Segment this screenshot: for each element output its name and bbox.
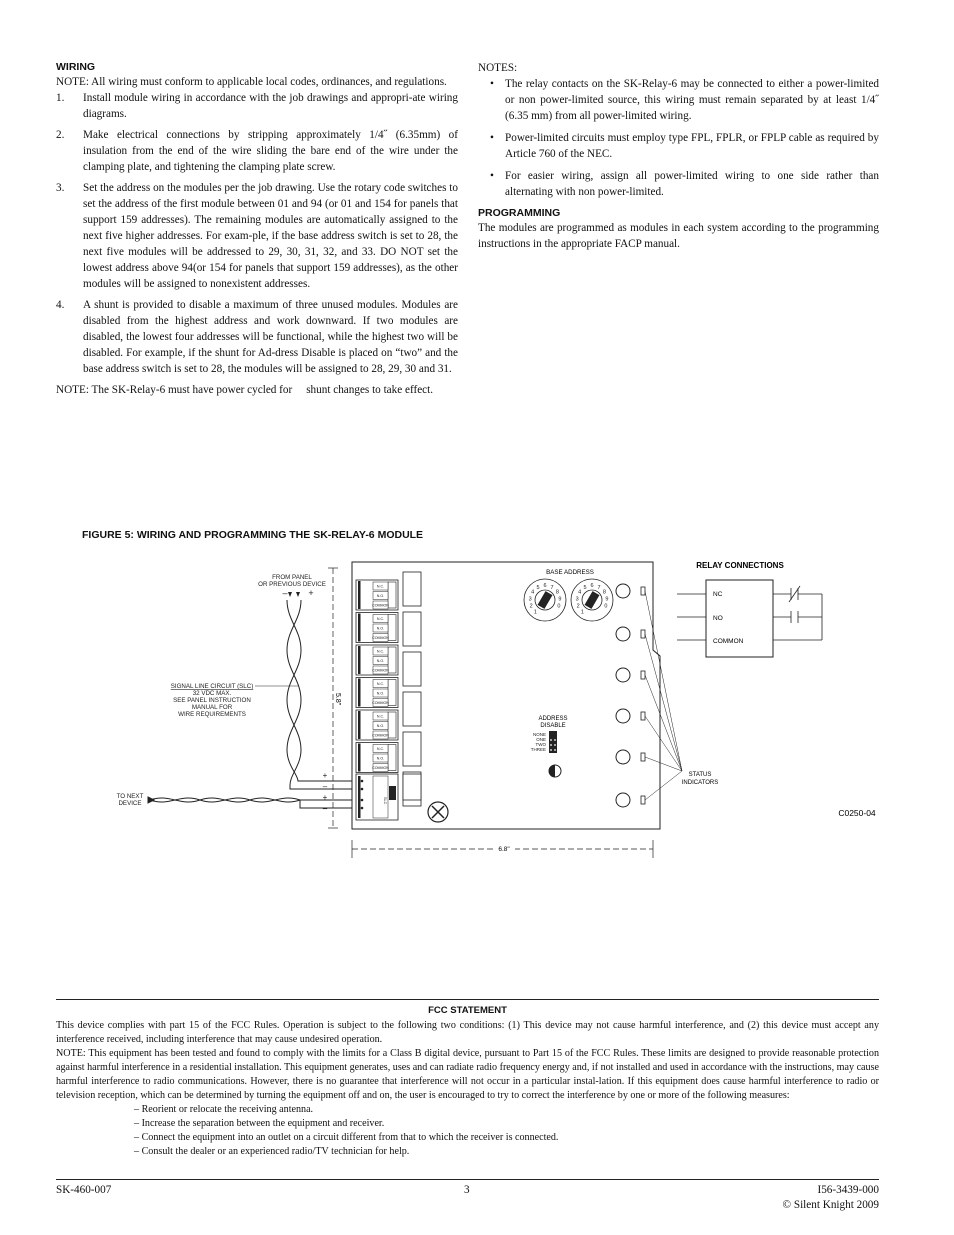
- notes-heading: NOTES:: [478, 62, 518, 74]
- relay-terminal-block: [356, 613, 398, 643]
- terminal-label: COMMON: [372, 668, 389, 673]
- terminal-label: COMMON: [372, 603, 389, 608]
- relay-block: [403, 572, 421, 606]
- terminal-label: N.O.: [376, 756, 385, 761]
- footer-right: [780, 1183, 879, 1213]
- note-text: Power-limited circuits must employ type FPL, FPLR, or FPLP cable as required by Article 760 of the NEC.: [505, 132, 879, 160]
- dial-digit: 7: [550, 584, 554, 591]
- terminal-label: N.O.: [376, 626, 385, 631]
- from-panel-label-2: OR PREVIOUS DEVICE: [258, 581, 326, 588]
- plus-sign: +: [308, 588, 314, 598]
- fcc-paragraph-2: NOTE: This equipment has been tested and found to comply with the limits for a Class B digital device, pursuant to Part 15 of the FCC Rules. These limits are designed to provide reasonable protection against harmful interference in a residential installation. This equipment generates, uses and can radiate radio frequency energy and, if not installed and used in accordance with the instructions, may cause harmful interference to radio communications. However, there is no guarantee that interference will not occur in a particular instal-lation. If this equipment does cause harmful interference to radio or television reception, which can be determined by turning the equipment off and on, the user is encouraged to try to correct the interference by one or more of the following measures:: [56, 1048, 879, 1101]
- fcc-top-rule: [56, 999, 879, 1000]
- footer-part-number: I56-3439-000: [817, 1184, 879, 1196]
- arrow-icon: [296, 592, 300, 597]
- figure-title: FIGURE 5: WIRING AND PROGRAMMING THE SK-RELAY-6 MODULE: [82, 529, 424, 541]
- terminal-label: N.C.: [376, 714, 385, 719]
- fcc-measure: – Reorient or relocate the receiving antenna.: [134, 1104, 314, 1115]
- terminal-label: N.C.: [376, 747, 385, 751]
- terminal-label: N.O.: [376, 724, 385, 728]
- fcc-measure: – Consult the dealer or an experienced radio/TV technician for help.: [134, 1146, 410, 1157]
- from-panel-label: FROM PANEL: [272, 574, 312, 581]
- dial-digit: 9: [558, 596, 562, 603]
- step-text: Install module wiring in accordance with the job drawings and appropri-ate wiring diagrams.: [83, 92, 458, 120]
- fcc-paragraph-1: This device complies with part 15 of the FCC Rules. Operation is subject to the following two conditions: (1) This device may not cause harmful interference, and (2) this device must accept any interference received, including interference that may cause undesired operation.: [56, 1020, 879, 1045]
- dial-digit: 5: [583, 584, 587, 591]
- terminal-label: COMMON: [372, 766, 389, 770]
- relay-common-label: COMMON: [713, 638, 744, 645]
- status-indicators-label-2: INDICATORS: [681, 780, 719, 786]
- to-next-device-label-2: DEVICE: [118, 800, 142, 807]
- dial-digit: 6: [543, 583, 547, 589]
- dial-digit: 5: [536, 584, 540, 591]
- wiring-step: [56, 90, 458, 122]
- address-disable-label-2: DISABLE: [540, 723, 566, 729]
- power-indicator-icon: [549, 765, 561, 777]
- wiring-steps: [56, 90, 458, 377]
- dial-digit: 1: [533, 609, 537, 616]
- terminal-label: N.C.: [376, 649, 385, 654]
- wiring-section: [56, 60, 458, 398]
- relay-terminal-block: [356, 743, 398, 773]
- terminal-label: COMMON: [372, 733, 389, 738]
- dial-digit: 6: [590, 583, 594, 589]
- relay-block: [403, 612, 421, 646]
- relay-block: [403, 732, 421, 766]
- fcc-heading: FCC STATEMENT: [428, 1005, 507, 1016]
- dial-digit: 8: [555, 589, 559, 596]
- slc-polarity: +: [322, 793, 328, 802]
- disable-option-two: TWO: [535, 742, 546, 747]
- dial-digit: 2: [576, 603, 580, 610]
- relay-connections: [677, 561, 822, 657]
- to-next-device-label: TO NEXT: [116, 793, 144, 800]
- terminal-label: COMMON: [372, 636, 389, 640]
- step-text: Set the address on the modules per the job drawing. Use the rotary code switches to set the address of the first module between 01 and 94 (or 01 and 154 for panels that support 159 addresses). The remaining modules are automatically assigned to the next five higher addresses. For exam-ple, if the base address switch is set to 28, the next five modules will be addressed to 29, 30, 31, 32, and 33. DO NOT set the lowest address above 94(or 154 for panels that support 159 addresses), as the other modules will be assigned to nonexistent addresses.: [83, 182, 458, 290]
- dial-digit: 2: [529, 603, 533, 610]
- footer-rule: [56, 1179, 879, 1180]
- slc-voltage: 32 VDC MAX.: [192, 690, 232, 697]
- relay-terminal-block: [356, 678, 398, 708]
- slc-note-2: MANUAL FOR: [191, 704, 233, 711]
- footer-doc-number: SK-460-007: [56, 1184, 112, 1196]
- terminal-label: N.C.: [376, 617, 385, 621]
- wiring-step: [56, 297, 458, 377]
- dial-digit: 4: [531, 589, 535, 596]
- dial-digit: 3: [575, 596, 579, 603]
- relay-nc-label: NC: [713, 591, 723, 598]
- height-dimension-label: 5.8": [334, 693, 341, 706]
- slc-note-1: SEE PANEL INSTRUCTION: [173, 697, 251, 704]
- dial-digit: 3: [528, 596, 532, 603]
- step-number: 1.: [56, 92, 65, 104]
- slc-label: SIGNAL LINE CIRCUIT (SLC): [170, 683, 254, 690]
- dial-digit: 0: [557, 603, 561, 610]
- bullet-icon: •: [490, 132, 494, 144]
- terminal-label: N.C.: [376, 682, 385, 686]
- step-number: 3.: [56, 182, 65, 194]
- dial-digit: 1: [580, 609, 584, 616]
- note-text: For easier wiring, assign all power-limited wiring to one side rather than alternating with non power-limited.: [505, 170, 879, 198]
- wiring-note-2: NOTE: The SK-Relay-6 must have power cycled for shunt changes to take effect.: [56, 384, 434, 396]
- status-indicators-label: STATUS: [688, 772, 712, 778]
- relay-connections-title: RELAY CONNECTIONS: [696, 561, 784, 570]
- slc-polarity: –: [322, 804, 328, 813]
- bullet-icon: •: [490, 78, 494, 90]
- slc-polarity: +: [322, 771, 328, 780]
- disable-option-one: ONE: [536, 737, 546, 742]
- bullet-icon: •: [490, 170, 494, 182]
- notes-section: [478, 60, 879, 252]
- relay-terminal-block: [356, 645, 398, 675]
- minus-sign: –: [282, 588, 288, 598]
- wiring-step: [56, 180, 458, 292]
- arrow-icon: [288, 592, 292, 597]
- relay-block: [403, 692, 421, 726]
- slc-twisted-pair: [148, 600, 360, 808]
- slc-terminal-label: SLC: [383, 797, 387, 805]
- wiring-heading: WIRING: [56, 61, 96, 73]
- dial-digit: 0: [604, 603, 608, 610]
- step-text: A shunt is provided to disable a maximum of three unused modules. Modules are disabled from the highest address and work downward. If two modules are disabled, the lowest four addresses will be functional, while the highest two will be disabled. For example, if the shunt for Ad-dress Disable is placed on “two” and the base address switch is set to 28, the modules will be assigned to 28, 29, 30 and 31.: [83, 299, 458, 375]
- dial-digit: 4: [578, 589, 582, 596]
- note-item: [478, 168, 879, 200]
- fcc-measure: – Increase the separation between the equipment and receiver.: [134, 1118, 385, 1129]
- wiring-step: [56, 127, 458, 175]
- programming-heading: PROGRAMMING: [478, 207, 561, 219]
- terminal-label: N.O.: [376, 691, 385, 696]
- relay-terminal-block: [356, 710, 398, 740]
- note-text: The relay contacts on the SK-Relay-6 may be connected to either a power-limited or non power-limited source, this wiring must remain separated by at least 1/4˝ (6.35 mm) from all power-limited wiring.: [505, 78, 879, 122]
- mounting-screw-icon: [428, 802, 448, 822]
- wiring-diagram: [0, 550, 954, 870]
- terminal-label: N.C.: [376, 584, 385, 589]
- footer-copyright: © Silent Knight 2009: [782, 1199, 879, 1211]
- disable-option-three: THREE: [530, 747, 546, 752]
- programming-text: The modules are programmed as modules in each system according to the programming instructions in the appropriate FACP manual.: [478, 222, 879, 250]
- disable-option-none: NONE: [532, 732, 546, 737]
- figure-code: C0250-04: [838, 808, 876, 818]
- dial-digit: 9: [605, 596, 609, 603]
- step-text: Make electrical connections by stripping approximately 1/4˝ (6.35mm) of insulation from the end of the wire sliding the bare end of the wire under the clamping plate, and tightening the clamping plate screw.: [83, 129, 458, 173]
- base-address-label: BASE ADDRESS: [546, 569, 594, 576]
- notes-list: [478, 76, 879, 200]
- dial-digit: 7: [597, 584, 601, 591]
- relay-no-label: NO: [713, 615, 723, 622]
- relay-terminal-block: [356, 580, 398, 610]
- slc-polarity: –: [322, 782, 328, 791]
- step-number: 2.: [56, 129, 65, 141]
- wiring-note: NOTE: All wiring must conform to applicable local codes, ordinances, and regulations.: [56, 76, 447, 88]
- width-dimension-label: 6.8": [498, 846, 510, 853]
- fcc-statement: [56, 1004, 879, 1159]
- fcc-measure: – Connect the equipment into an outlet on a circuit different from that to which the receiver is connected.: [134, 1132, 559, 1143]
- terminal-label: N.O.: [376, 659, 385, 663]
- relay-block: [403, 652, 421, 686]
- terminal-label: COMMON: [372, 701, 389, 705]
- dial-digit: 8: [602, 589, 606, 596]
- note-item: [478, 76, 879, 124]
- note-item: [478, 130, 879, 162]
- footer-page-number: 3: [464, 1184, 470, 1196]
- slc-note-3: WIRE REQUIREMENTS: [178, 711, 246, 718]
- step-number: 4.: [56, 299, 65, 311]
- address-disable-label: ADDRESS: [538, 716, 568, 722]
- terminal-label: N.O.: [376, 594, 385, 598]
